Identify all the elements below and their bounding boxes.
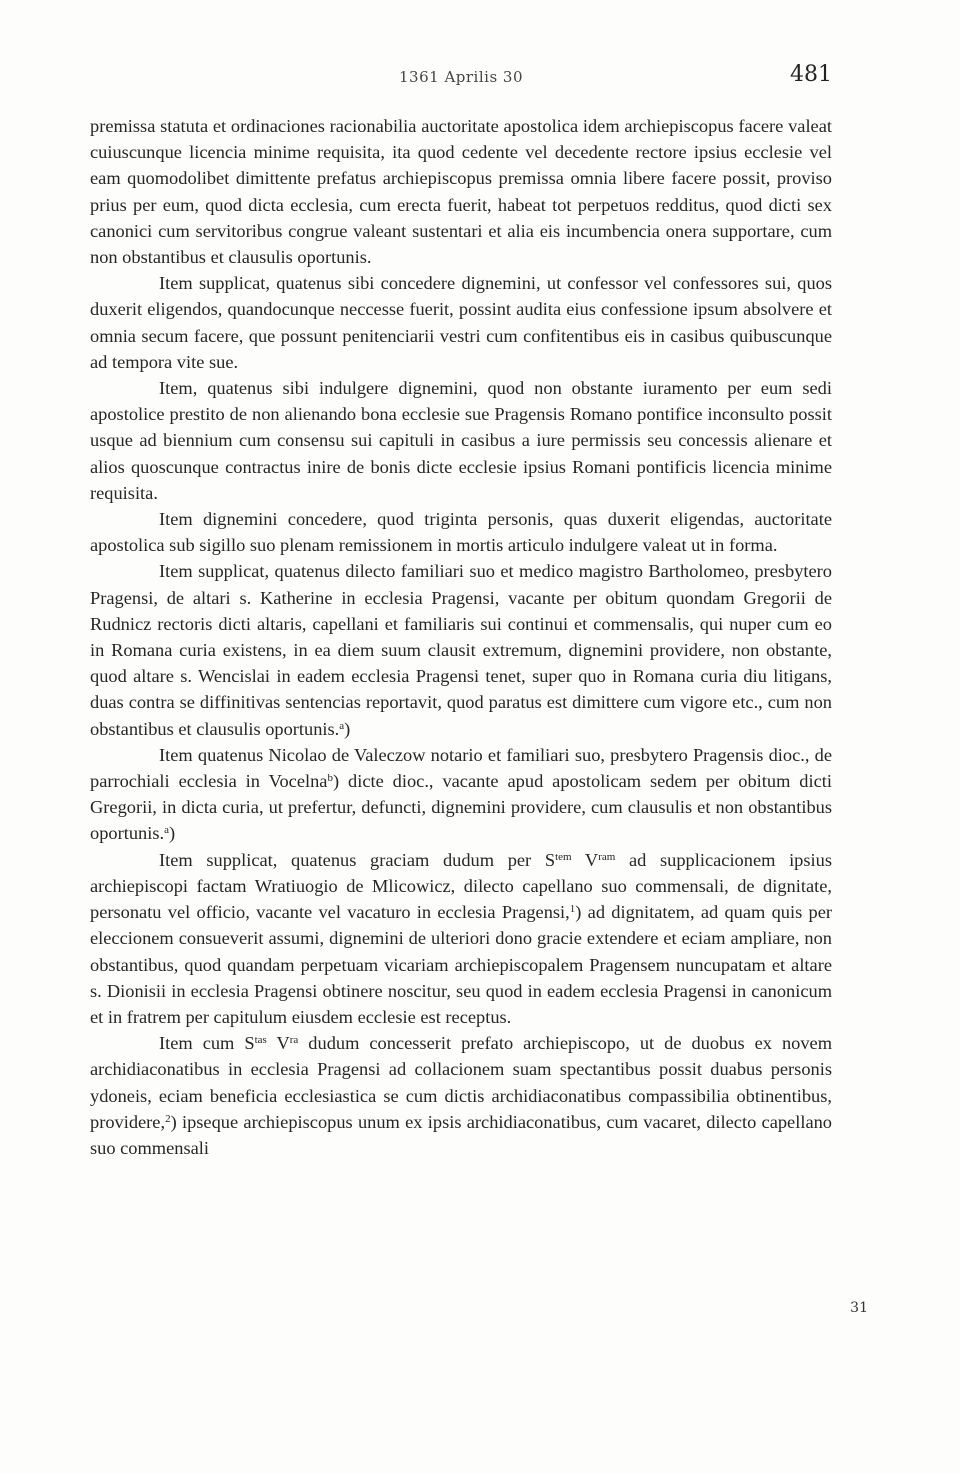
text-run: V <box>571 849 599 870</box>
superscript-note: a <box>339 719 345 732</box>
text-run: ad supplicacionem ipsius archiepiscopi factam Wratiuogio de Mlicowicz, dilecto capellano suo commensali, de dignitate, personatu vel officio, vacante vel vacaturo in ecclesia Pragensi, <box>90 849 833 923</box>
superscript-note: b <box>327 772 333 785</box>
page-number: 481 <box>790 62 832 87</box>
text-run: Item supplicat, quatenus sibi concedere dignemini, ut confessor vel confessores sui, quos duxerit eligendos, quandocunque neccesse fuerit, possint audita eius confessione ipsum absolvere et omnia secum facere, que possunt penitenciarii vestri cum confitentibus eis in casibus quibuscunque ad tempora vite sue. <box>90 273 832 372</box>
body-text <box>90 113 832 1161</box>
paragraph <box>90 847 832 1030</box>
text-run: ) <box>344 718 351 739</box>
text-run: Item cum S <box>159 1033 255 1054</box>
paragraph <box>90 113 832 270</box>
text-run: ) ad dignitatem, ad quam quis per eleccionem consueverit assumi, dignemini de ulteriori dono gracie extendere et eciam ampliare, non obstantibus, quod quandam perpetuam vicariam archiepiscopalem Pragensem nuncupatam et altare s. Dionisii in ecclesia Pragensi obtinere noscitur, seu quod in eadem ecclesia Pragensi in canonicum et in fratrem per capitulum eiusdem ecclesie est receptus. <box>90 902 832 1027</box>
text-run: ) ipseque archiepiscopus unum ex ipsis archidiaconatibus, cum vacaret, dilecto capellano suo commensali <box>90 1111 832 1158</box>
text-run: Item dignemini concedere, quod triginta personis, quas duxerit eligendas, auctoritate apostolica sub sigillo suo plenam remissionem in mortis articulo indulgere valeat ut in forma. <box>90 509 832 556</box>
text-run: Item supplicat, quatenus graciam dudum per S <box>159 849 556 870</box>
paragraph <box>90 375 832 506</box>
superscript-note: ra <box>289 1034 299 1047</box>
text-run: ) dicte dioc., vacante apud apostolicam sedem per obitum dicti Gregorii, in dicta curia, ut prefertur, defuncti, dignemini providere, cum clausulis et non obstantibus oportunis. <box>90 771 832 844</box>
signature-mark: 31 <box>850 1300 868 1316</box>
text-run: ) <box>168 823 176 844</box>
paragraph <box>90 506 832 558</box>
superscript-note: ram <box>598 850 616 863</box>
paragraph <box>90 742 832 847</box>
text-run: premissa statuta et ordinaciones racionabilia auctoritate apostolica idem archiepiscopus facere valeat cuiuscunque licencia minime requisita, ita quod cedente vel decedente rectore ipsius ecclesie vel eam quomodolibet dimittente prefatus archiepiscopus premissa omnia libere facere possit, proviso prius per eum, quod dicta ecclesia, cum erecta fuerit, habeat tot perpetuos redditus, quod dicti sex canonici cum servitoribus congrue valeant sustentari et alia eis incumbencia onera supportare, cum non obstantibus et clausulis oportunis. <box>90 116 832 268</box>
page-header <box>90 62 832 98</box>
paragraph <box>90 558 832 741</box>
text-run: Item supplicat, quatenus dilecto familiari suo et medico magistro Bartholomeo, presbytero Pragensi, de altari s. Katherine in ecclesia Pragensi, vacante per obitum quondam Gregorii de Rudnicz rectoris dicti altaris, capellani et familiaris sui continui et commensalis, qui nuper cum eo in Romana curia existens, in ea diem suum clausit extremum, dignemini providere, non obstante, quod altare s. Wencislai in eadem ecclesia Pragensi tenet, super quo in Romana curia diu litigans, duas contra se diffinitivas sentencias reportavit, quod paratus est dimittere cum vigore etc., cum non obstantibus et clausulis oportunis. <box>90 561 832 739</box>
paragraph <box>90 270 832 375</box>
superscript-note: a <box>164 824 169 837</box>
superscript-note: 2 <box>165 1112 171 1125</box>
text-run: Item quatenus Nicolao de Valeczow notario et familiari suo, presbytero Pragensis dioc., de parrochiali ecclesia in Vocelna <box>90 744 832 792</box>
text-run: Item, quatenus sibi indulgere dignemini, quod non obstante iuramento per eum sedi apostolice prestito de non alienando bona ecclesie sue Pragensis Romano pontifice inconsulto possit usque ad biennium cum consensu sui capituli in casibus a iure permissis seu concessis alienare et alios quoscunque contractus inire de bonis dicte ecclesie ipsius Romani pontificis licencia minime requisita. <box>90 378 832 503</box>
text-run: dudum concesserit prefato archiepiscopo, ut de duobus ex novem archidiaconatibus in ecclesia Pragensi ad collacionem suam spectantibus possit duabus personis ydoneis, eciam beneficia ecclesiastica se cum dictis archidiaconatibus compassibilia obtinentibus, providere, <box>90 1033 833 1132</box>
running-title: 1361 Aprilis 30 <box>399 68 523 86</box>
superscript-note: 1 <box>569 903 576 916</box>
superscript-note: tas <box>254 1034 267 1047</box>
superscript-note: tem <box>555 850 572 863</box>
paragraph <box>90 1030 832 1161</box>
text-run: V <box>266 1033 290 1054</box>
